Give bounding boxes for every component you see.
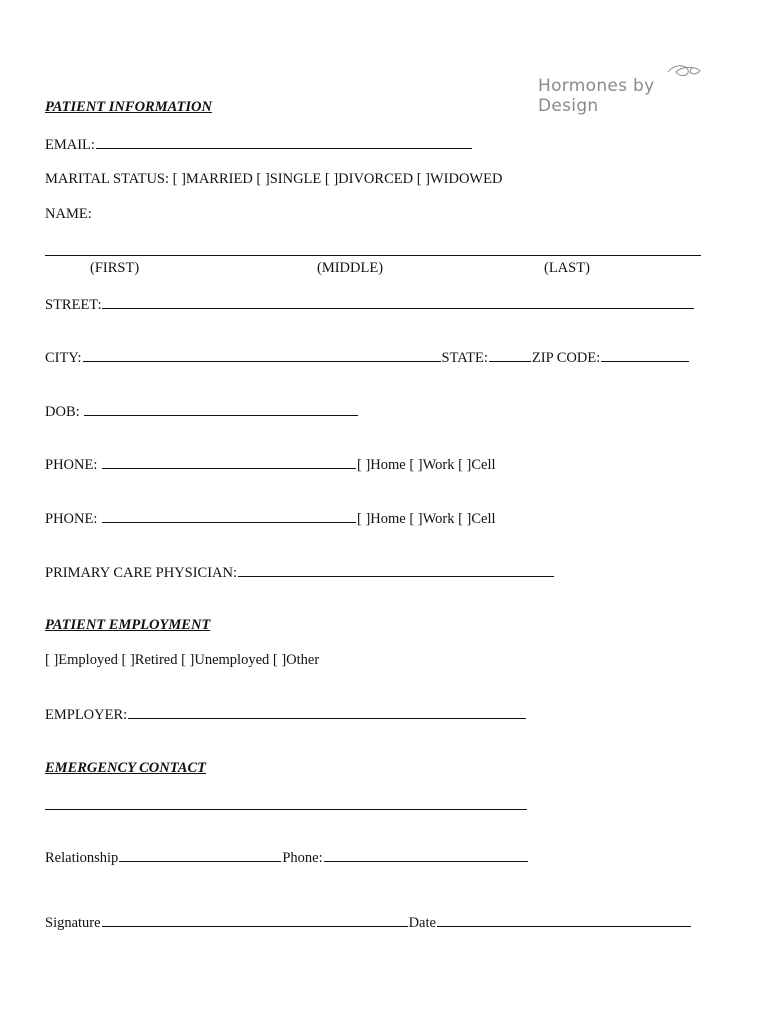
marital-status-options[interactable]: MARITAL STATUS: [ ]MARRIED [ ]SINGLE [ ]DIVORCED [ ]WIDOWED xyxy=(45,171,503,187)
phone1-label: PHONE: xyxy=(45,457,98,473)
employment-status-options[interactable]: [ ]Employed [ ]Retired [ ]Unemployed [ ]Other xyxy=(45,652,320,668)
section-heading-patient-information: PATIENT INFORMATION xyxy=(45,99,212,115)
ec-phone-field[interactable] xyxy=(324,849,528,862)
name-field[interactable] xyxy=(45,255,701,256)
relationship-row xyxy=(45,849,529,866)
city-label: CITY: xyxy=(45,350,82,366)
name-middle-caption: (MIDDLE) xyxy=(317,260,384,276)
dob-row xyxy=(45,403,359,420)
state-label: STATE: xyxy=(441,350,488,366)
date-label: Date xyxy=(408,915,436,931)
street-row xyxy=(45,296,695,313)
employer-field[interactable] xyxy=(128,706,526,719)
zip-label: ZIP CODE: xyxy=(531,350,601,366)
phone1-row xyxy=(45,456,496,473)
phone2-label: PHONE: xyxy=(45,511,98,527)
phone2-field[interactable] xyxy=(102,510,356,523)
ec-phone-label: Phone: xyxy=(282,850,323,866)
relationship-label: Relationship xyxy=(45,850,119,866)
street-label: STREET: xyxy=(45,297,102,313)
phone1-field[interactable] xyxy=(102,456,356,469)
company-logo xyxy=(536,62,706,116)
dob-field[interactable] xyxy=(84,403,358,416)
name-first-caption: (FIRST) xyxy=(90,260,140,276)
email-field[interactable] xyxy=(96,136,472,149)
employer-label: EMPLOYER: xyxy=(45,707,128,723)
phone1-type-options[interactable]: [ ]Home [ ]Work [ ]Cell xyxy=(357,457,496,473)
signature-label: Signature xyxy=(45,915,101,931)
pcp-label: PRIMARY CARE PHYSICIAN: xyxy=(45,565,238,581)
relationship-field[interactable] xyxy=(119,849,281,862)
employer-row xyxy=(45,706,527,723)
phone2-type-options[interactable]: [ ]Home [ ]Work [ ]Cell xyxy=(357,511,496,527)
signature-field[interactable] xyxy=(102,914,408,927)
zip-field[interactable] xyxy=(601,349,689,362)
section-heading-emergency-contact: EMERGENCY CONTACT xyxy=(45,760,207,776)
email-row xyxy=(45,136,473,153)
logo-text: Hormones by Design xyxy=(538,76,655,116)
city-field[interactable] xyxy=(83,349,441,362)
date-field[interactable] xyxy=(437,914,691,927)
dob-label: DOB: xyxy=(45,404,80,420)
street-field[interactable] xyxy=(102,296,694,309)
phone2-row xyxy=(45,510,496,527)
emergency-contact-name-field[interactable] xyxy=(45,809,527,810)
pcp-row xyxy=(45,564,555,581)
pcp-field[interactable] xyxy=(238,564,554,577)
name-last-caption: (LAST) xyxy=(544,260,590,276)
email-label: EMAIL: xyxy=(45,137,95,153)
section-heading-patient-employment: PATIENT EMPLOYMENT xyxy=(45,617,211,633)
state-field[interactable] xyxy=(489,349,531,362)
name-label: NAME: xyxy=(45,206,92,222)
city-row xyxy=(45,349,690,366)
signature-row xyxy=(45,914,692,931)
